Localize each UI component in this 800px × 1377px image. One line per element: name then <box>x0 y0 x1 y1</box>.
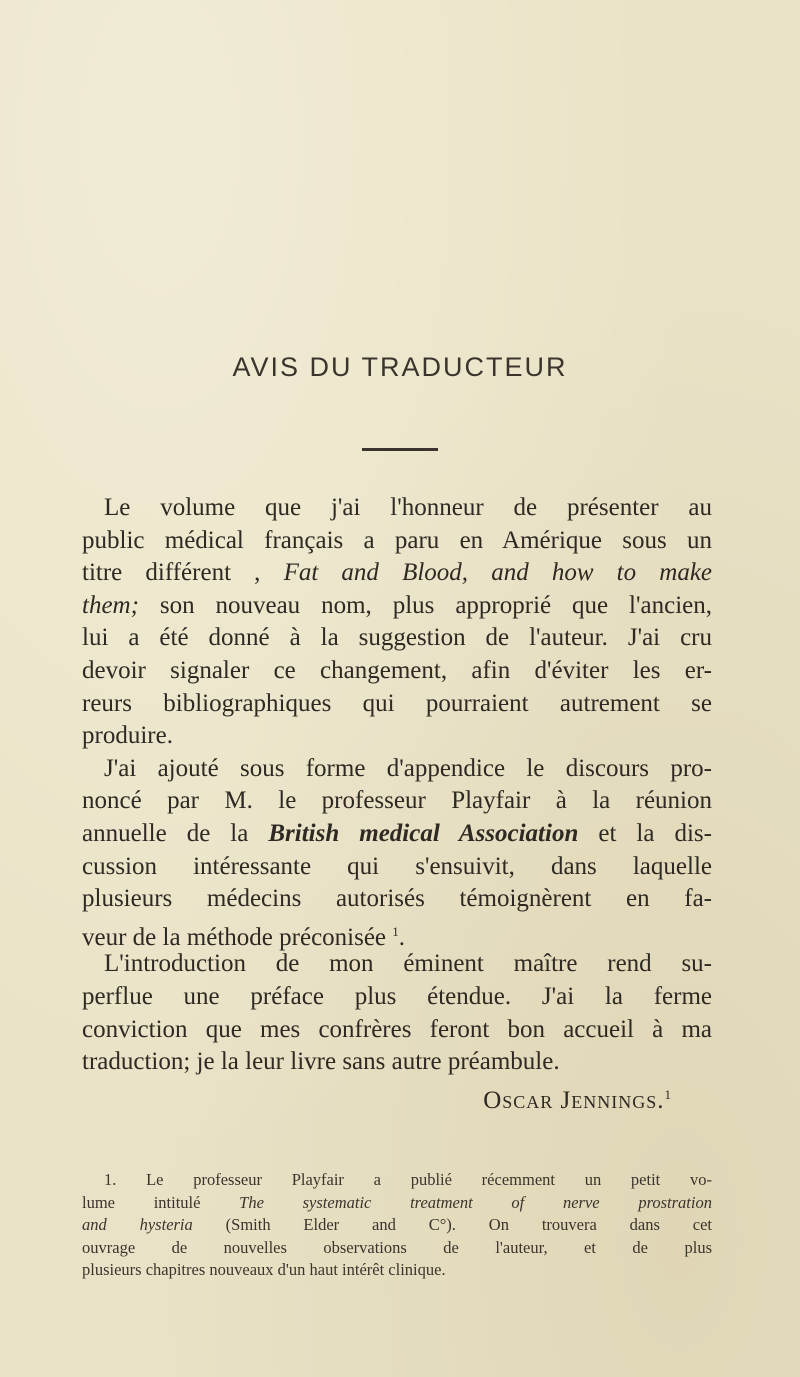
heading-rule <box>362 448 438 451</box>
footnote <box>82 1169 712 1282</box>
association-name: British medical Association <box>268 819 579 847</box>
book-title-english-cont: and how to make <box>491 559 713 587</box>
text-line: traduction; je la leur livre sans autre préambule. <box>82 1048 560 1076</box>
text-line: conviction que mes confrères feront bon accueil à ma <box>82 1015 712 1043</box>
text-line: them; son nouveau nom, plus approprié que l'ancien, <box>82 591 712 619</box>
footnote-line: ouvrage de nouvelles observations de l'auteur, et de plus <box>82 1237 712 1257</box>
text-line: veur de la méthode préconisée $^1$. <box>82 923 406 951</box>
text-line: annuelle de la British medical Association et la dis- <box>82 819 712 847</box>
footnote-line: and hysteria (Smith Elder and C°). On trouvera dans cet <box>82 1215 712 1235</box>
text-line: lui a été donné à la suggestion de l'auteur. J'ai cru <box>82 624 712 652</box>
text-line: Le volume que j'ai l'honneur de présenter au <box>104 494 712 521</box>
text-line: titre différent , Fat and Blood, and how to make <box>82 559 713 587</box>
cited-title: The systematic treatment of nerve prostration <box>239 1192 712 1212</box>
text-line: reurs bibliographiques qui pourraient autrement se <box>82 689 712 717</box>
text-line: perflue une préface plus étendue. J'ai la ferme <box>82 982 712 1010</box>
text-line: J'ai ajouté sous forme d'appendice le discours pro- <box>104 754 712 782</box>
text-line: plusieurs médecins autorisés témoignèrent en fa- <box>82 885 712 913</box>
book-title-english: Fat and Blood <box>283 559 462 587</box>
footnote-ref: 1 <box>392 923 399 939</box>
cited-title-cont: and hysteria <box>82 1215 193 1235</box>
body-text <box>82 492 713 1114</box>
text-line: public médical français a paru en Amérique sous un <box>82 526 712 554</box>
footnote-line: 1. Le professeur Playfair a publié récemment un petit vo- <box>104 1170 712 1189</box>
text-line: L'introduction de mon éminent maître rend su- <box>104 950 712 978</box>
text-line: devoir signaler ce changement, afin d'éviter les er- <box>82 656 712 684</box>
footnote-line: plusieurs chapitres nouveaux d'un haut intérêt clinique. <box>82 1260 446 1280</box>
text-line: produire. <box>82 722 173 750</box>
page-heading: AVIS DU TRADUCTEUR <box>232 352 568 382</box>
text-line: noncé par M. le professeur Playfair à la réunion <box>82 787 712 815</box>
footnote-line: lume intitulé The systematic treatment of nerve prostration <box>82 1192 712 1212</box>
translator-name: Oscar Jennings. <box>483 1086 665 1114</box>
text-line: cussion intéressante qui s'ensuivit, dans laquelle <box>82 852 712 880</box>
signature <box>82 1079 712 1112</box>
signature-mark: 1 <box>664 1086 672 1102</box>
